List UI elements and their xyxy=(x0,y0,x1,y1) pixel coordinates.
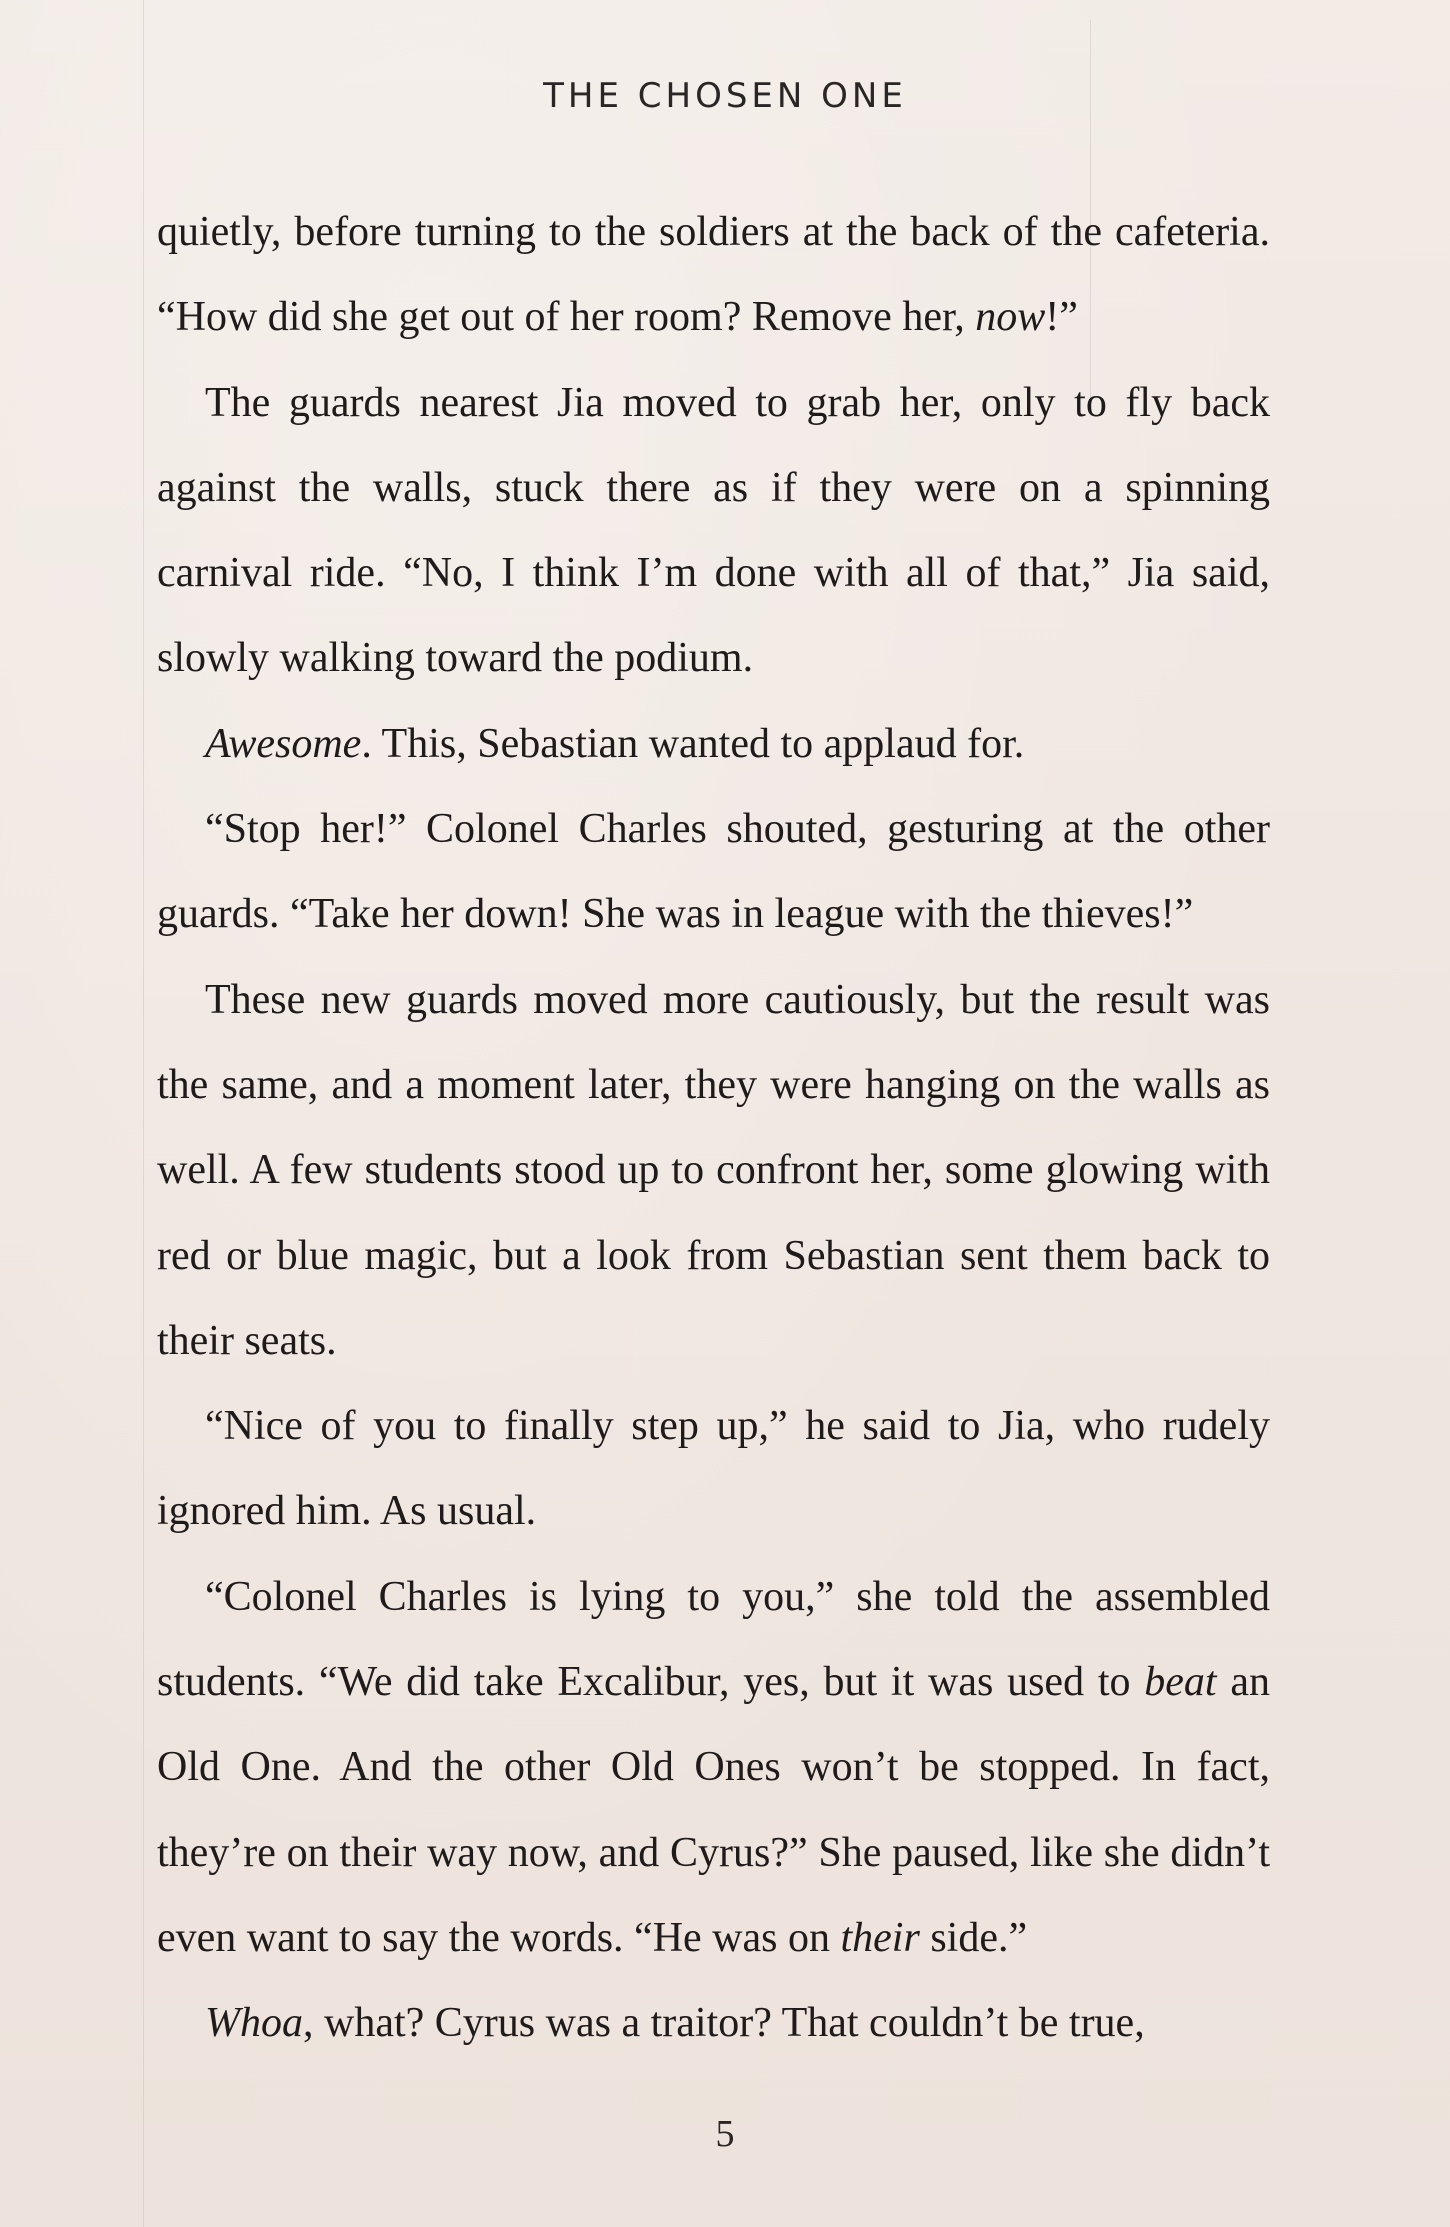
paragraph xyxy=(157,1555,1270,1981)
page-crease xyxy=(143,0,144,2227)
paragraph xyxy=(157,1981,1270,2066)
italic-text: beat xyxy=(1144,1659,1217,1706)
paragraph xyxy=(157,702,1270,787)
text-run: “Nice of you to finally step up,” he said to Jia, who rudely ignored him. As usual. xyxy=(157,1403,1270,1535)
text-run: side.” xyxy=(919,1914,1028,1961)
italic-text: their xyxy=(840,1914,920,1961)
text-run: an Old One. And the other Old Ones won’t be stopped. In fact, they’re on their way now, and Cyrus?” She paused, like she didn’t even want to say the words. “He was on xyxy=(157,1659,1270,1961)
paragraph xyxy=(157,787,1270,958)
running-header: THE CHOSEN ONE xyxy=(543,76,907,116)
italic-text: Whoa xyxy=(205,2000,303,2047)
italic-text: now xyxy=(975,294,1046,341)
text-run: These new guards moved more cautiously, but the result was the same, and a moment later, they were hanging on the walls as well. A few students stood up to confront her, some glowing with red or blue magic, but a look from Sebastian sent them back to their seats. xyxy=(157,976,1270,1364)
text-run: “Colonel Charles is lying to you,” she told the assembled students. “We did take Excalibur, yes, but it was used to xyxy=(157,1573,1270,1706)
text-run: “Stop her!” Colonel Charles shouted, gesturing at the other guards. “Take her down! She was in league with the thieves!” xyxy=(157,806,1270,938)
text-run: !” xyxy=(1045,294,1078,341)
paragraph xyxy=(157,1384,1270,1555)
text-run: The guards nearest Jia moved to grab her, only to fly back against the walls, stuck there as if they were on a spinning carnival ride. “No, I think I’m done with all of that,” Jia said, slowly walking toward the podium. xyxy=(157,379,1270,682)
paragraph xyxy=(157,190,1270,361)
text-run: , what? Cyrus was a traitor? That couldn’t be true, xyxy=(303,2000,1145,2047)
page-number: 5 xyxy=(715,2113,735,2155)
text-run: . This, Sebastian wanted to applaud for. xyxy=(361,720,1025,767)
text-run: quietly, before turning to the soldiers at the back of the cafeteria. “How did she get out of her room? Remove her, xyxy=(157,209,1270,341)
body-text xyxy=(157,190,1270,2067)
italic-text: Awesome xyxy=(205,720,362,767)
paragraph xyxy=(157,958,1270,1384)
paragraph xyxy=(157,361,1270,702)
